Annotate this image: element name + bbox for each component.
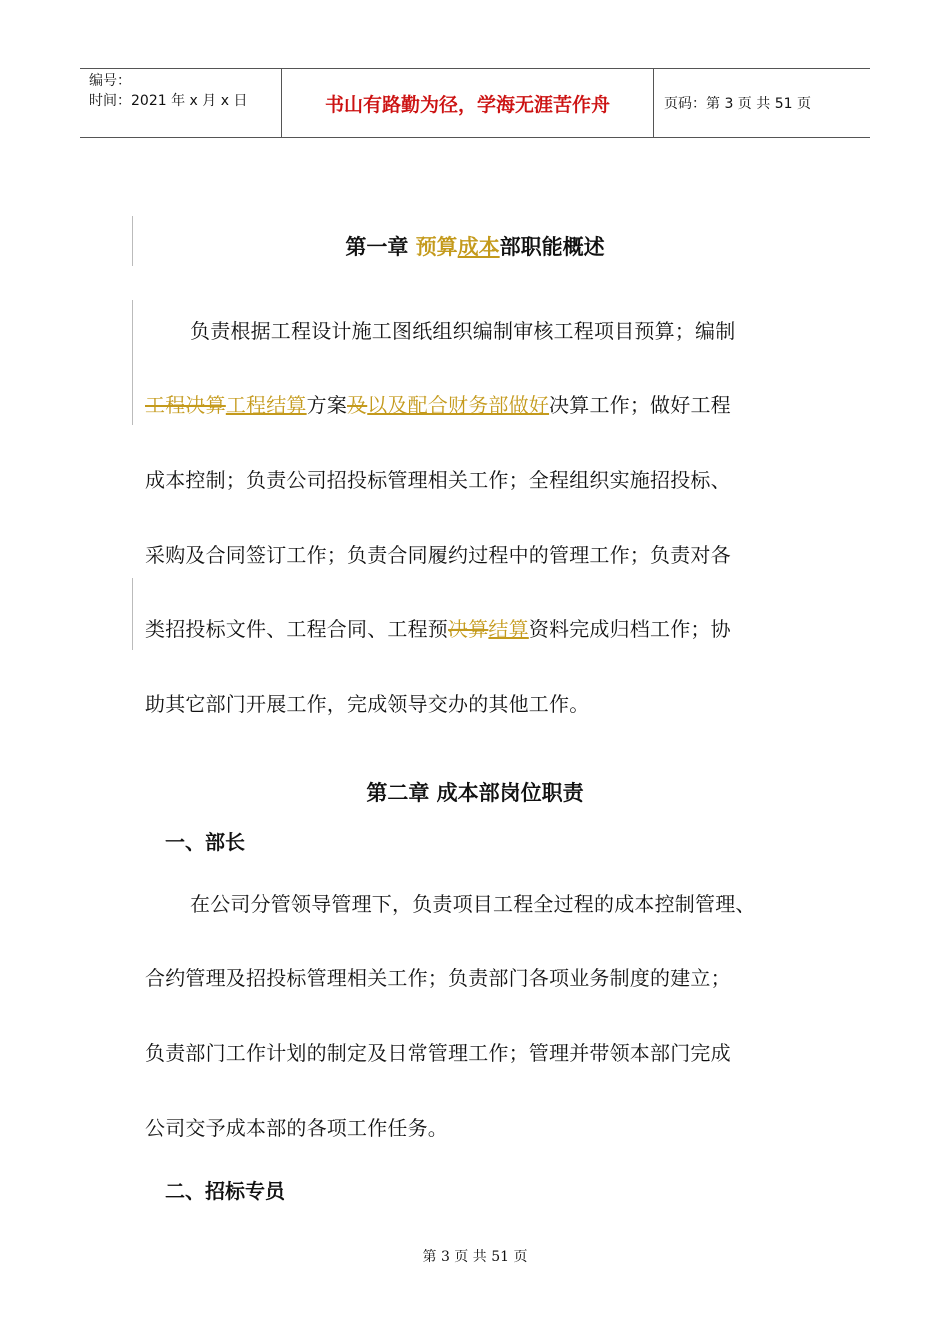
paragraph-line: 采购及合同签订工作；负责合同履约过程中的管理工作；负责对各 [145,543,731,567]
chapter1-title [0,231,950,261]
paragraph-line: 在公司分管领导管理下，负责项目工程全过程的成本控制管理、 [190,892,756,916]
section-title: 二、招标专员 [165,1179,285,1203]
paragraph-line [145,613,731,642]
header-left-cell [80,69,281,137]
revision-deletion: 决算 [448,617,489,641]
document-number-label: 编号： [89,73,131,89]
revision-insert: 结算 [488,617,529,641]
revision-deletion: 工程决算 [145,393,226,417]
text-run: 决算工作；做好工程 [549,393,731,417]
revision-deletion: 及 [347,393,368,417]
paragraph-line: 负责部门工作计划的制定及日常管理工作；管理并带领本部门完成 [145,1041,731,1065]
chapter1-title-suffix: 部职能概述 [499,235,605,259]
chapter2-title: 第二章 成本部岗位职责 [366,781,584,805]
paragraph-line: 公司交予成本部的各项工作任务。 [145,1116,448,1140]
text-run: 方案 [306,393,348,417]
section-title: 一、部长 [165,830,245,854]
paragraph-line: 助其它部门开展工作，完成领导交办的其他工作。 [145,692,590,716]
revision-insert: 工程结算 [225,393,307,417]
revision-insert: 成本 [457,235,500,259]
page-footer: 第 3 页 共 51 页 [422,1249,528,1265]
page-header [80,68,870,138]
document-time-label: 时间：2021 年 x 月 x 日 [89,93,248,109]
revision-bar [132,300,133,425]
text-run: 类招投标文件、工程合同、工程预 [145,617,448,641]
revision-insert: 预算 [415,235,458,259]
text-run: 资料完成归档工作；协 [528,617,731,641]
paragraph-line: 合约管理及招投标管理相关工作；负责部门各项业务制度的建立； [145,966,731,990]
paragraph-line: 负责根据工程设计施工图纸组织编制审核工程项目预算；编制 [190,319,736,343]
paragraph-line: 成本控制；负责公司招投标管理相关工作；全程组织实施招投标、 [145,468,731,492]
header-motto: 书山有路勤为径，学海无涯苦作舟 [281,69,654,137]
paragraph-line [145,389,731,418]
revision-insert: 以及配合财务部做好 [367,393,550,417]
header-page-info: 页码：第 3 页 共 51 页 [664,96,811,112]
chapter1-title-prefix: 第一章 [345,235,416,259]
revision-bar [132,578,133,650]
